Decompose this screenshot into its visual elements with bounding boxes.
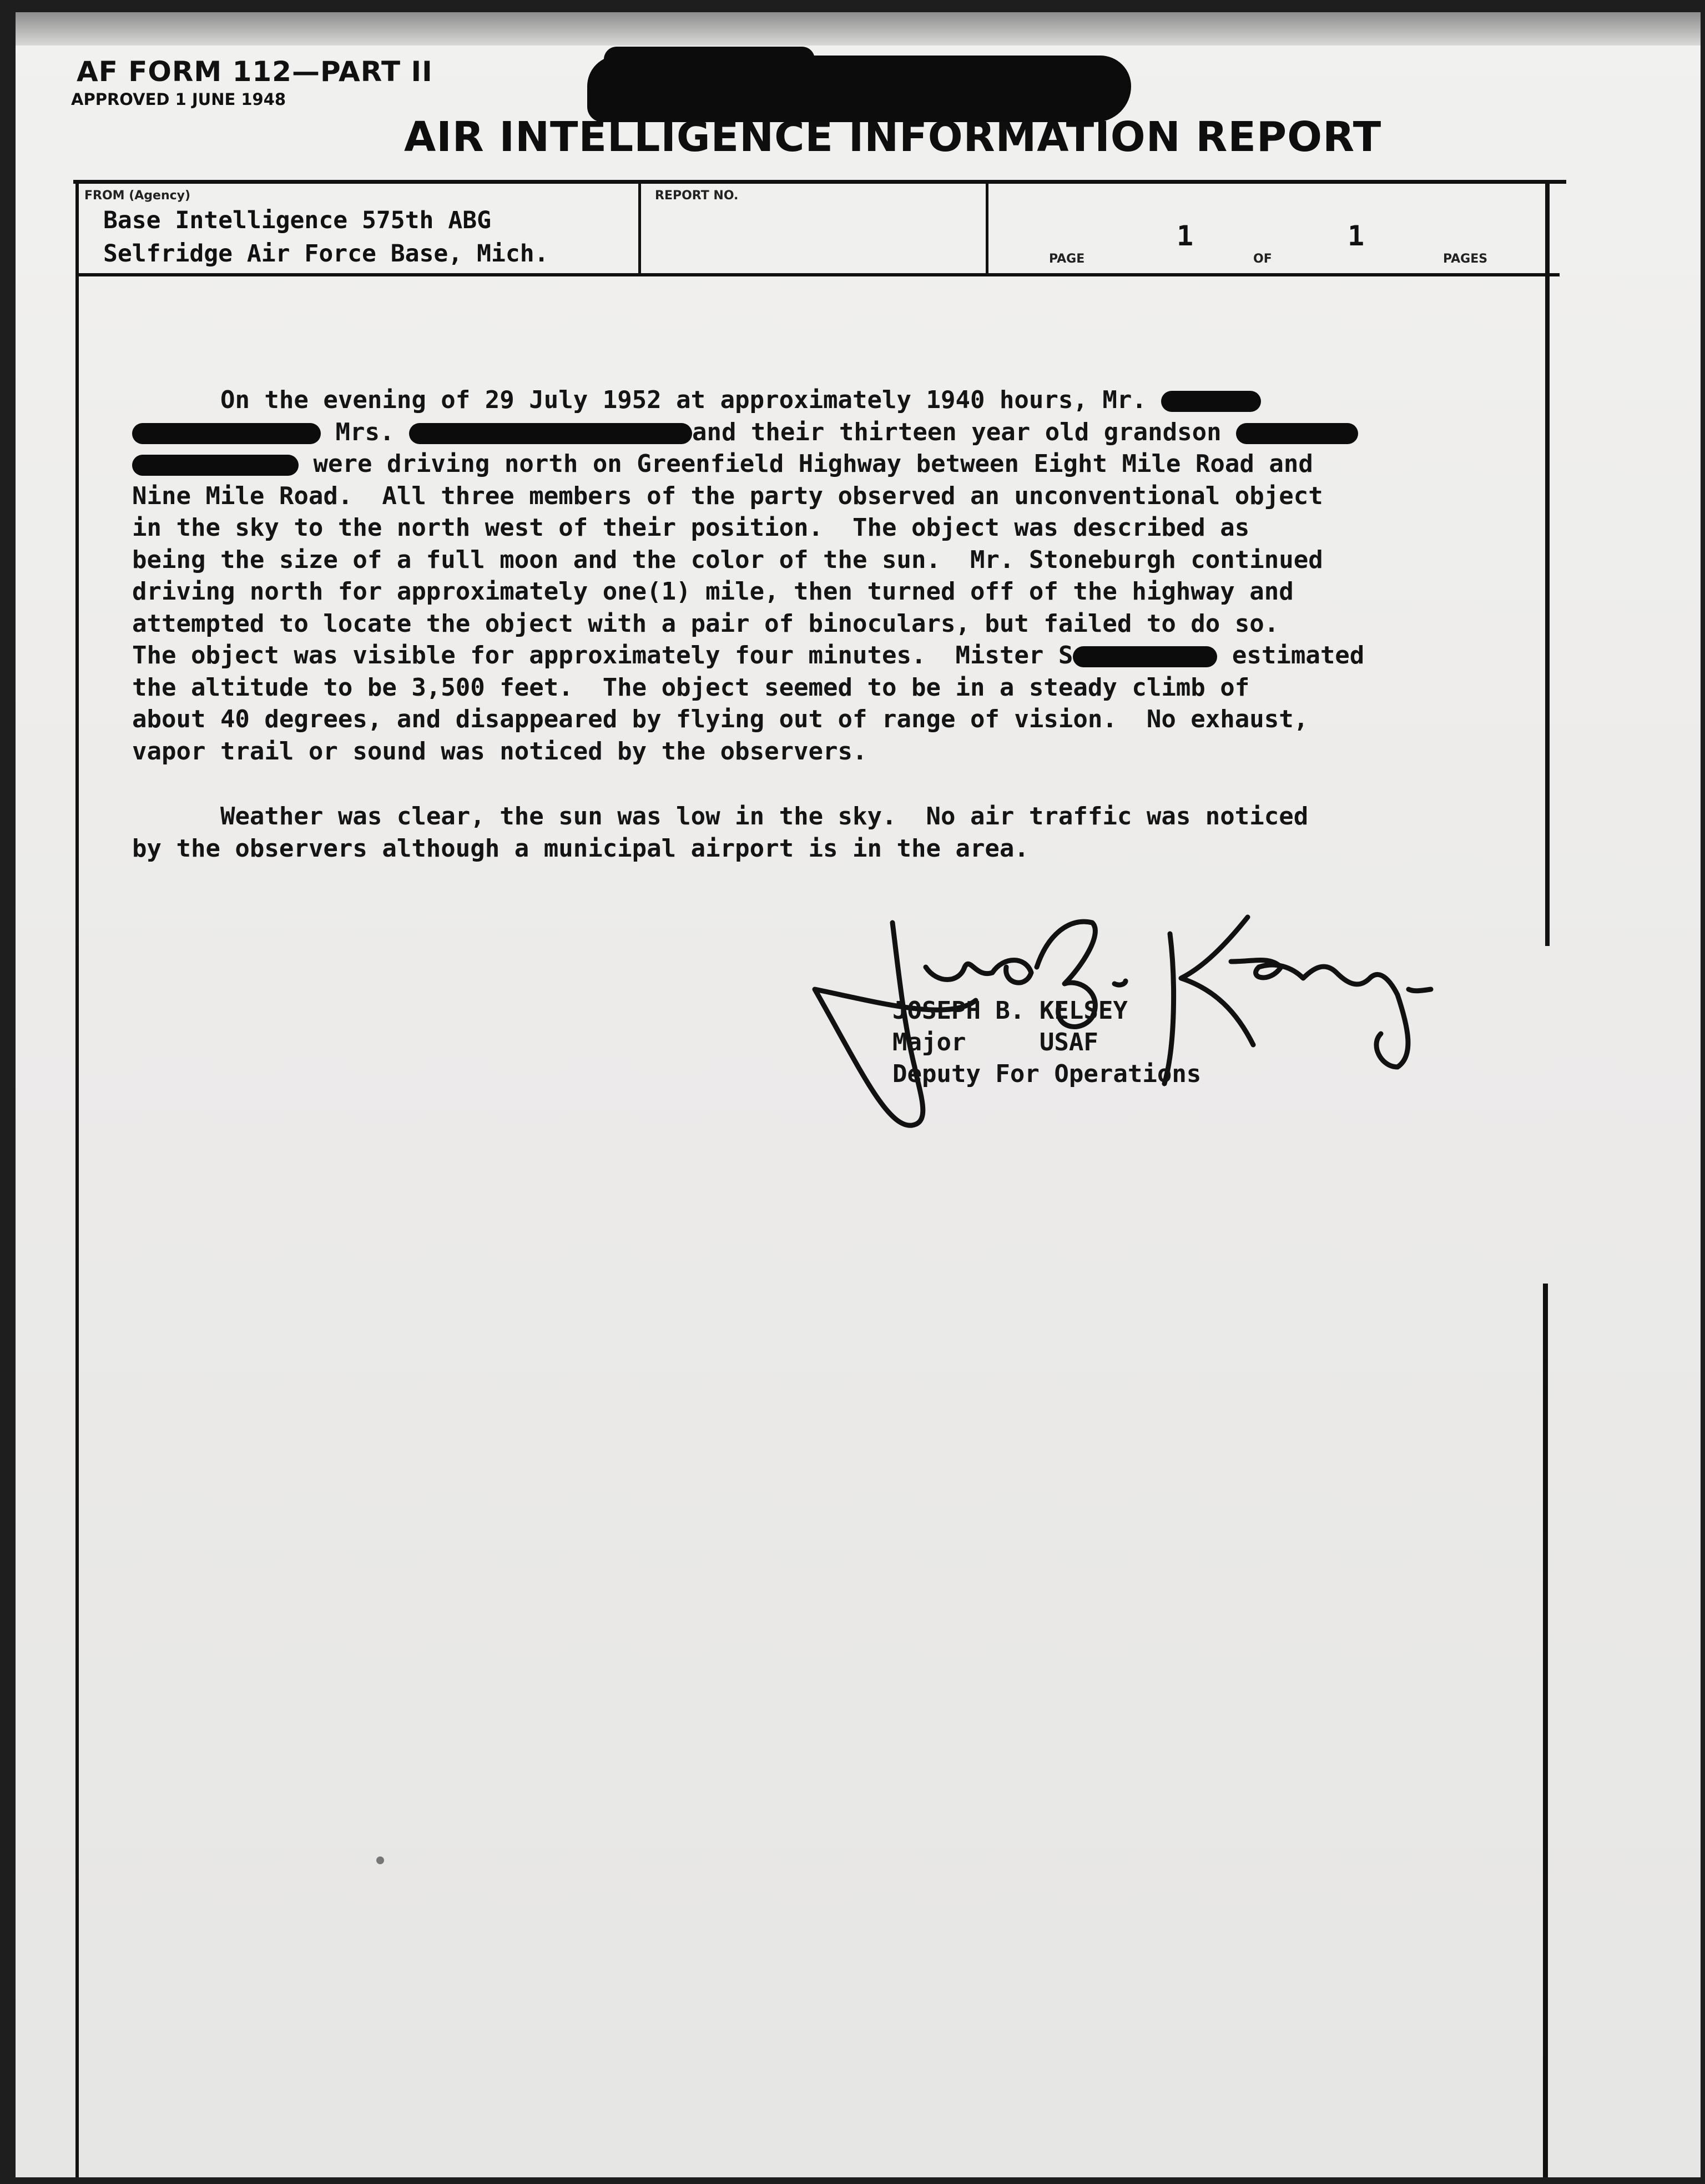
signer-name: JOSEPH B. KELSEY bbox=[892, 997, 1128, 1025]
signer-branch: USAF bbox=[1039, 1028, 1098, 1056]
redaction-header-top bbox=[604, 47, 815, 72]
redaction bbox=[132, 455, 299, 476]
right-border-lower bbox=[1543, 1284, 1548, 2177]
speck bbox=[376, 1856, 384, 1864]
signer-title: Deputy For Operations bbox=[892, 1060, 1202, 1088]
page-total: 1 bbox=[1348, 220, 1365, 252]
divider-report-page bbox=[986, 182, 988, 274]
body-line: the altitude to be 3,500 feet. The object seemed to be in a steady climb of bbox=[132, 673, 1250, 702]
body-line: in the sky to the north west of their position. The object was described as bbox=[132, 514, 1250, 542]
form-approved-date: APPROVED 1 JUNE 1948 bbox=[71, 90, 286, 109]
page-label: PAGE bbox=[1049, 252, 1085, 266]
body-line: being the size of a full moon and the color of the sun. Mr. Stoneburgh continued bbox=[132, 545, 1323, 574]
body-line: were driving north on Greenfield Highway between Eight Mile Road and bbox=[132, 448, 1575, 480]
redaction bbox=[132, 423, 321, 444]
of-label: OF bbox=[1253, 252, 1272, 266]
report-title: AIR INTELLIGENCE INFORMATION REPORT bbox=[404, 113, 1382, 161]
body-line: attempted to locate the object with a pair of binoculars, but failed to do so. bbox=[132, 609, 1279, 638]
body-line: Weather was clear, the sun was low in the sky. No air traffic was noticed bbox=[220, 802, 1309, 831]
left-border bbox=[75, 180, 79, 2177]
scan-top-band bbox=[16, 12, 1701, 46]
signature-block bbox=[892, 995, 1201, 1090]
from-label: FROM (Agency) bbox=[84, 189, 191, 203]
body-line: about 40 degrees, and disappeared by flying out of range of vision. No exhaust, bbox=[132, 705, 1309, 733]
from-agency: Base Intelligence 575th ABG Selfridge Air Force Base, Mich. bbox=[103, 207, 549, 268]
redaction bbox=[1073, 646, 1217, 667]
form-identifier: AF FORM 112—PART II bbox=[77, 56, 433, 88]
bleed-through bbox=[1170, 195, 1701, 221]
redaction bbox=[1236, 423, 1358, 444]
body-line: Mrs. and their thirteen year old grandson bbox=[132, 416, 1575, 449]
redaction bbox=[1161, 391, 1261, 412]
pages-label: PAGES bbox=[1443, 252, 1488, 266]
report-no-label: REPORT NO. bbox=[655, 189, 739, 203]
redaction bbox=[409, 423, 692, 444]
report-body bbox=[132, 384, 1575, 864]
page-number: 1 bbox=[1177, 220, 1194, 252]
document-page bbox=[16, 12, 1701, 2177]
body-line: The object was visible for approximately four minutes. Mister S estimated bbox=[132, 641, 1365, 670]
divider-from-report bbox=[638, 182, 641, 274]
body-line: vapor trail or sound was noticed by the observers. bbox=[132, 737, 867, 766]
header-bottom-rule bbox=[78, 273, 1560, 276]
body-line: Nine Mile Road. All three members of the party observed an unconventional object bbox=[132, 481, 1323, 510]
signer-rank: Major bbox=[892, 1028, 966, 1056]
body-line: On the evening of 29 July 1952 at approximately 1940 hours, Mr. bbox=[132, 384, 1575, 416]
header-top-rule bbox=[73, 180, 1566, 184]
body-line: by the observers although a municipal airport is in the area. bbox=[132, 834, 1029, 863]
body-line: driving north for approximately one(1) mile, then turned off of the highway and bbox=[132, 577, 1294, 606]
